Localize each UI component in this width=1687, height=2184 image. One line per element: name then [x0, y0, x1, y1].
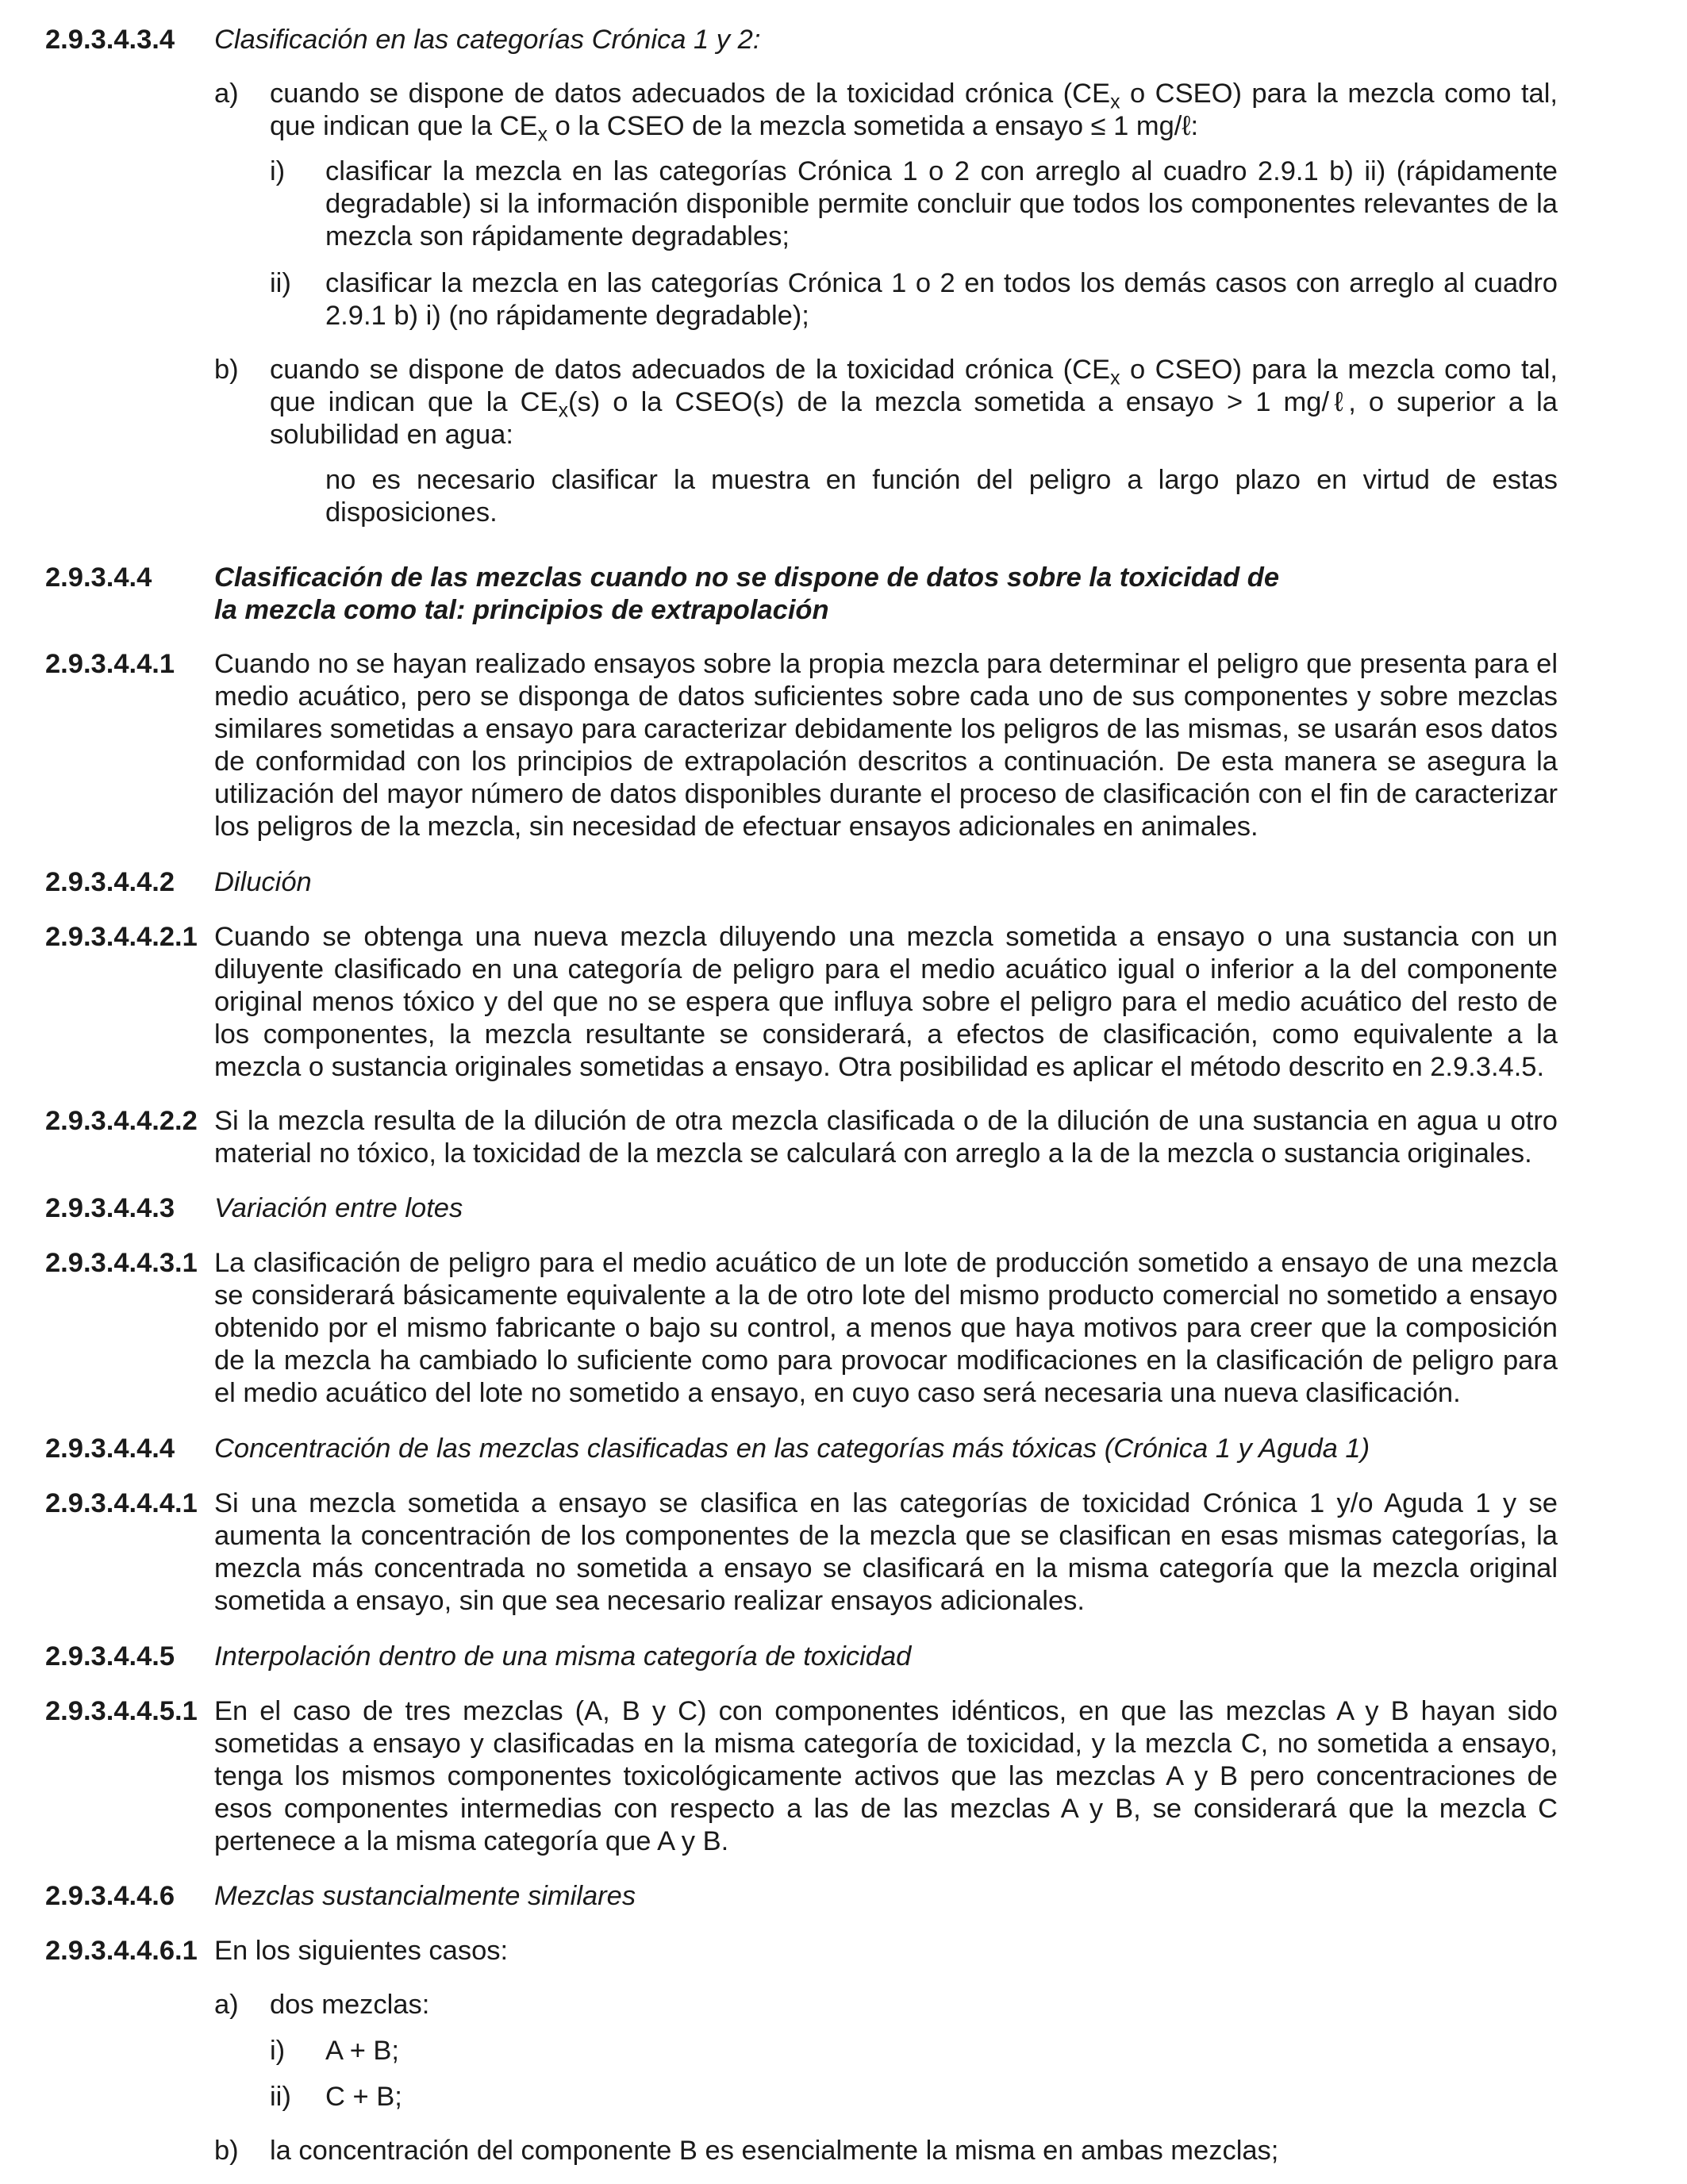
item-a-ii-text: clasificar la mezcla en las categorías Crónica 1 o 2 en todos los demás casos con arreglo al cuadro 2.9.1 b) i) (no rápidamente degradable); [325, 268, 1558, 331]
item-a-text: cuando se dispone de datos adecuados de la toxicidad crónica ($CE_x$ o CSEO) para la mezcla como tal, que indican que la $CE_x$ o la CSEO de la mezcla sometida a ensayo ≤ 1 mg/ℓ: [270, 79, 1558, 146]
section-text: En los siguientes casos: [214, 1936, 509, 1966]
section-title: Concentración de las mezclas clasificadas en las categorías más tóxicas (Crónica 1 y Aguda 1) [214, 1434, 1370, 1464]
item-label-b: b) [214, 355, 239, 385]
item-label-a: a) [214, 79, 239, 109]
section-text: Si una mezcla sometida a ensayo se clasifica en las categorías de toxicidad Crónica 1 y/o Aguda 1 y se aumenta la concentración de los componentes de la mezcla que se clasifican en esas mismas categorías, la mezcla más concentrada no sometida a ensayo se clasificará en la misma categoría que la mezcla original sometida a ensayo, sin que sea necesario realizar ensayos adicionales. [214, 1488, 1558, 1616]
section-number: 2.9.3.4.4.1 [45, 649, 175, 679]
item-label-a-ii: ii) [270, 268, 291, 298]
item-label-a: a) [214, 1990, 239, 2020]
section-title: Clasificación de las mezclas cuando no se dispone de datos sobre la toxicidad de la mezcla como tal: principios de extrapolación [214, 562, 1280, 625]
item-label-a-i: i) [270, 156, 286, 186]
item-label-a-ii: ii) [270, 2082, 291, 2112]
section-number: 2.9.3.4.4.6.1 [45, 1936, 198, 1966]
section-number: 2.9.3.4.4.2.2 [45, 1106, 198, 1136]
section-number: 2.9.3.4.4 [45, 562, 152, 593]
item-a-i-text: clasificar la mezcla en las categorías Crónica 1 o 2 con arreglo al cuadro 2.9.1 b) ii) (rápidamente degradable) si la información disponible permite concluir que todos los componentes relevantes de la mezcla son rápidamente degradables; [325, 156, 1558, 251]
section-number: 2.9.3.4.4.5 [45, 1641, 175, 1672]
item-b-text: la concentración del componente B es esencialmente la misma en ambas mezclas; [270, 2136, 1279, 2166]
section-title: Interpolación dentro de una misma categoría de toxicidad [214, 1641, 912, 1672]
section-title: Mezclas sustancialmente similares [214, 1881, 636, 1911]
section-text: Cuando se obtenga una nueva mezcla diluyendo una mezcla sometida a ensayo o una sustancia con un diluyente clasificado en una categoría de peligro para el medio acuático igual o inferior a la del componente original menos tóxico y del que no se espera que influya sobre el peligro para el medio acuático del resto de los componentes, la mezcla resultante se considerará, a efectos de clasificación, como equivalente a la mezcla o sustancia originales sometidas a ensayo. Otra posibilidad es aplicar el método descrito en 2.9.3.4.5. [214, 922, 1558, 1082]
section-title: Variación entre lotes [214, 1193, 463, 1223]
section-text: En el caso de tres mezclas (A, B y C) con componentes idénticos, en que las mezclas A y B hayan sido sometidas a ensayo y clasificadas en la misma categoría de toxicidad, y la mezcla C, no sometida a ensayo, tenga los mismos componentes toxicológicamente activos que las mezclas A y B pero concentraciones de esos componentes intermedias con respecto a las de las mezclas A y B, se considerará que la mezcla C pertenece a la misma categoría que A y B. [214, 1696, 1558, 1856]
item-b-text: cuando se dispone de datos adecuados de la toxicidad crónica ($CE_x$ o CSEO) para la mezcla como tal, que indican que la $CE_x(s)$ o la CSEO(s) de la mezcla sometida a ensayo > 1 mg/ℓ, o superior a la solubilidad en agua: [270, 355, 1558, 450]
section-text: La clasificación de peligro para el medio acuático de un lote de producción sometido a ensayo de una mezcla se considerará básicamente equivalente a la de otro lote del mismo producto comercial no sometido a ensayo obtenido por el mismo fabricante o bajo su control, a menos que haya motivos para creer que la composición de la mezcla ha cambiado lo suficiente como para provocar modificaciones en la clasificación de peligro para el medio acuático del lote no sometido a ensayo, en cuyo caso será necesaria una nueva clasificación. [214, 1248, 1558, 1408]
section-number: 2.9.3.4.4.3 [45, 1193, 175, 1223]
item-label-a-i: i) [270, 2036, 286, 2066]
item-b-note: no es necesario clasificar la muestra en función del peligro a largo plazo en virtud de estas disposiciones. [325, 465, 1558, 528]
section-number: 2.9.3.4.4.3.1 [45, 1248, 198, 1278]
section-title: Clasificación en las categorías Crónica 1 y 2: [214, 25, 761, 55]
item-a-ii-text: C + B; [325, 2082, 402, 2112]
section-number: 2.9.3.4.4.2.1 [45, 922, 198, 952]
section-number: 2.9.3.4.4.4.1 [45, 1488, 198, 1518]
section-number: 2.9.3.4.3.4 [45, 25, 175, 55]
item-a-text: dos mezclas: [270, 1990, 430, 2020]
section-title: Dilución [214, 867, 312, 897]
section-text: Cuando no se hayan realizado ensayos sobre la propia mezcla para determinar el peligro que presenta para el medio acuático, pero se disponga de datos suficientes sobre cada uno de sus componentes y sobre mezclas similares sometidas a ensayo para caracterizar debidamente los peligros de las mismas, se usarán esos datos de conformidad con los principios de extrapolación descritos a continuación. De esta manera se asegura la utilización del mayor número de datos disponibles durante el proceso de clasificación con el fin de caracterizar los peligros de la mezcla, sin necesidad de efectuar ensayos adicionales en animales. [214, 649, 1558, 842]
section-number: 2.9.3.4.4.4 [45, 1434, 175, 1464]
item-a-i-text: A + B; [325, 2036, 400, 2066]
section-number: 2.9.3.4.4.2 [45, 867, 175, 897]
section-number: 2.9.3.4.4.5.1 [45, 1696, 198, 1726]
item-label-b: b) [214, 2136, 239, 2166]
section-text: Si la mezcla resulta de la dilución de otra mezcla clasificada o de la dilución de una sustancia en agua u otro material no tóxico, la toxicidad de la mezcla se calculará con arreglo a la de la mezcla o sustancia originales. [214, 1106, 1558, 1169]
section-number: 2.9.3.4.4.6 [45, 1881, 175, 1911]
